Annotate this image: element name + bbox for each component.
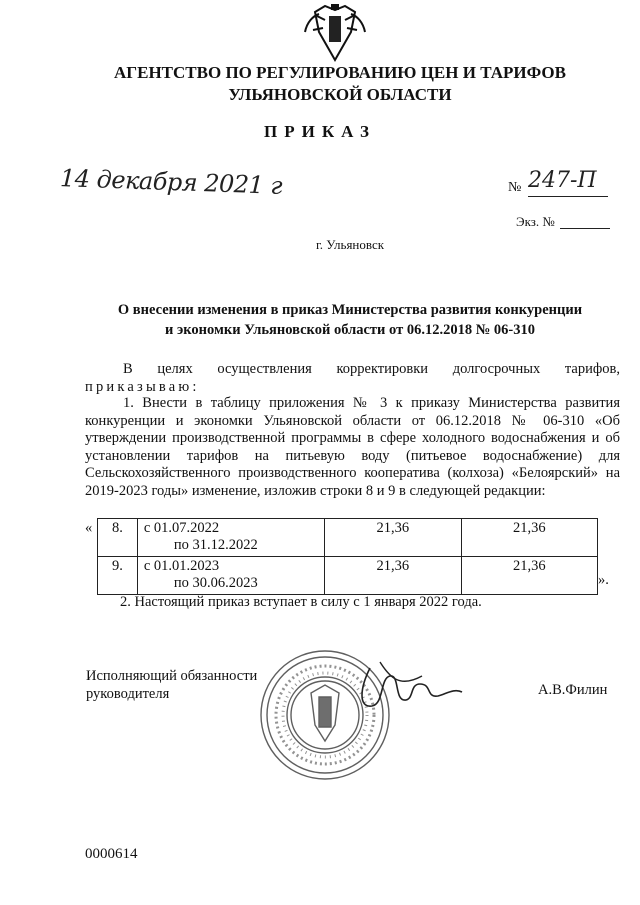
period-to: по 31.12.2022 xyxy=(173,537,258,553)
signatory-role xyxy=(86,667,257,703)
handwritten-date: 14 декабря 2021 г xyxy=(59,164,283,200)
handwritten-signature xyxy=(350,658,470,718)
subject-line1: О внесении изменения в приказ Министерства развития конкуренции xyxy=(117,302,583,318)
city-name: г. Ульяновск xyxy=(315,237,385,252)
copy-number-label: Экз. № xyxy=(516,214,555,229)
period-from: с 01.07.2022 xyxy=(143,520,220,536)
order-number-underline xyxy=(528,196,608,197)
period-from: с 01.01.2023 xyxy=(143,558,220,574)
row-number: 9. xyxy=(98,557,138,595)
intro-paragraph: В целях осуществления корректировки долгосрочных тарифов, xyxy=(123,361,620,377)
tariff-value-2: 21,36 xyxy=(461,519,597,557)
order-word: приказываю: xyxy=(85,379,200,395)
item-1-paragraph: 1. Внести в таблицу приложения № 3 к приказу Министерства развития конкуренции и экономки Ульяновской области от 06.12.2018 № 06-310 «Об утверждении производственной программы в сфере холодного водоснабжения и об установлении тарифов на питьевую воду (питьевое водоснабжение) для Сельскохозяйственного производственного кооператива (колхоза) «Белоярский» на 2019-2023 годы» изменение, изложив строки 8 и 9 в следующей редакции: xyxy=(85,395,620,499)
row-number: 8. xyxy=(98,519,138,557)
order-number-label: № xyxy=(508,180,522,195)
tariff-value-1: 21,36 xyxy=(325,519,461,557)
period-to: по 30.06.2023 xyxy=(173,575,258,591)
table-row xyxy=(98,519,598,557)
coat-of-arms-emblem xyxy=(295,2,375,64)
agency-name xyxy=(60,62,620,106)
table-row xyxy=(98,557,598,595)
document-type-title: ПРИКАЗ xyxy=(264,122,376,141)
subject-line2: и экономки Ульяновской области от 06.12.2018 № 06-310 xyxy=(165,322,535,338)
tariff-value-1: 21,36 xyxy=(325,557,461,595)
order-subject xyxy=(90,300,610,340)
quote-close: ». xyxy=(598,572,609,588)
form-serial-number: 0000614 xyxy=(85,846,138,862)
tariff-table xyxy=(97,518,598,595)
signatory-role-line2: руководителя xyxy=(86,686,170,702)
signatory-role-line1: Исполняющий обязанности xyxy=(86,668,258,684)
handwritten-order-number: 247-П xyxy=(528,168,597,193)
item-2-paragraph: 2. Настоящий приказ вступает в силу с 1 января 2022 года. xyxy=(120,594,482,610)
row-period xyxy=(137,557,324,595)
quote-open: « xyxy=(85,520,93,536)
row-period xyxy=(137,519,324,557)
agency-name-line2: УЛЬЯНОВСКОЙ ОБЛАСТИ xyxy=(228,85,452,104)
copy-number-underline xyxy=(560,228,610,229)
tariff-value-2: 21,36 xyxy=(461,557,597,595)
agency-name-line1: АГЕНТСТВО ПО РЕГУЛИРОВАНИЮ ЦЕН И ТАРИФОВ xyxy=(114,63,566,82)
signatory-name: А.В.Филин xyxy=(538,682,608,698)
